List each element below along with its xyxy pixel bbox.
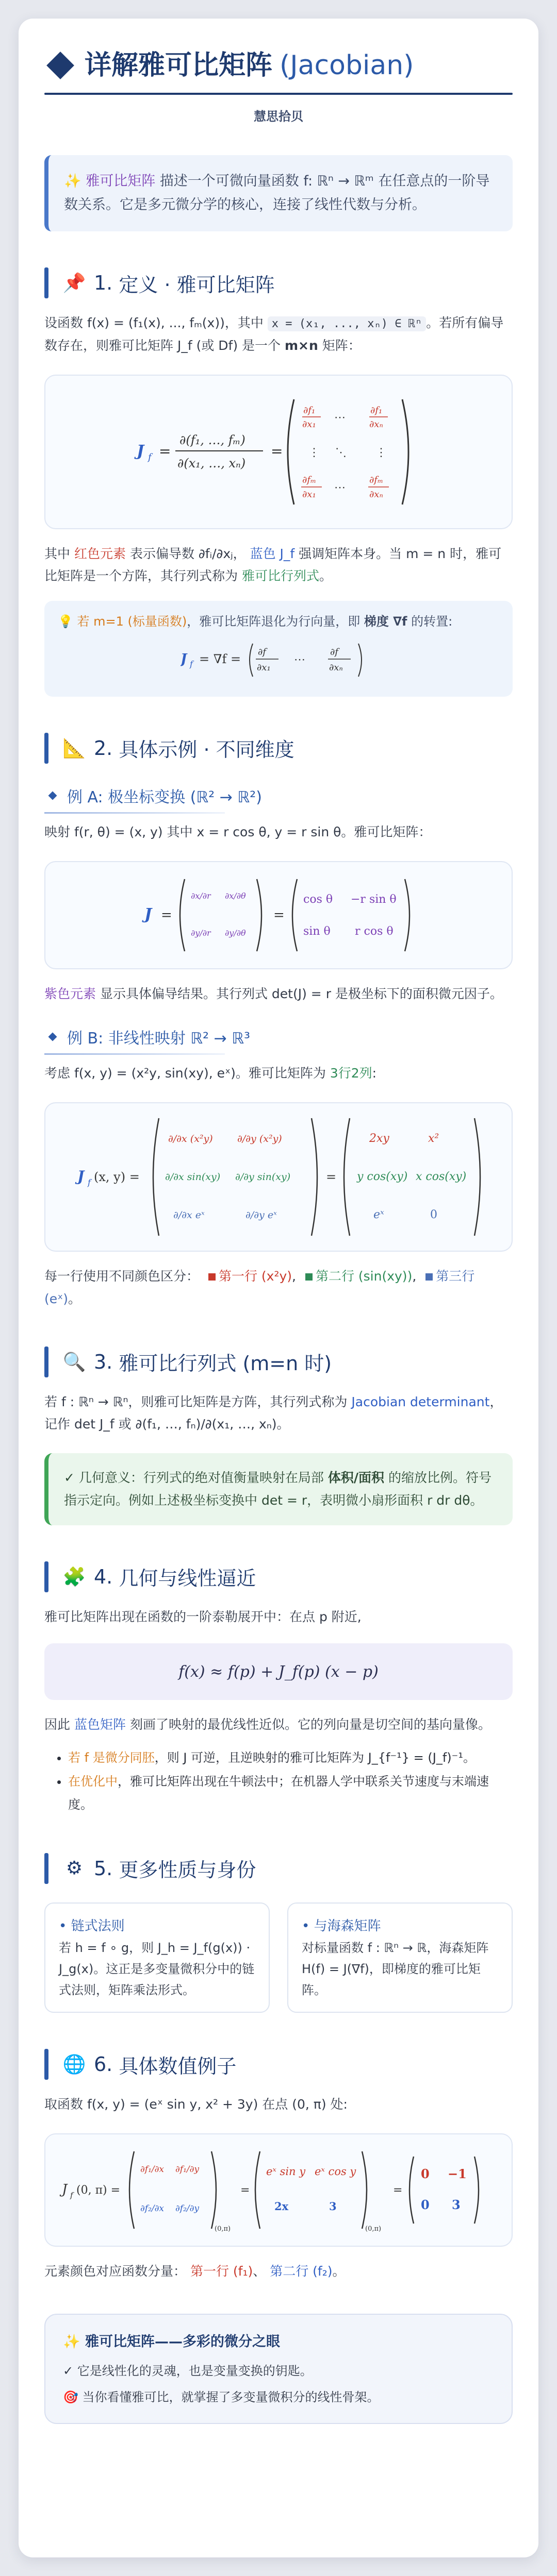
svg-text:J: J: [62, 2182, 68, 2198]
svg-text:∂y/∂θ: ∂y/∂θ: [225, 928, 246, 938]
jacobian-definition-formula: [44, 375, 513, 529]
intro-box: [44, 155, 513, 231]
svg-text:f: f: [190, 659, 193, 669]
section-2-heading: 📐 2. 具体示例 · 不同维度: [44, 733, 513, 764]
svg-text:=: =: [326, 1170, 337, 1185]
svg-text:∂x₁: ∂x₁: [302, 489, 316, 500]
list-item: • 在优化中，雅可比矩阵出现在牛顿法中；在机器人学中联系关节速度与末端速度。: [68, 1770, 513, 1817]
svg-text:∂f: ∂f: [258, 646, 266, 658]
svg-text:(0,π): (0,π): [365, 2225, 382, 2233]
summary-title: ✨ 雅可比矩阵——多彩的微分之眼: [63, 2333, 281, 2350]
svg-text:∂f₁/∂x: ∂f₁/∂x: [140, 2164, 165, 2175]
properties-grid: [44, 1902, 513, 2013]
list-item: • 若 f 是微分同胚，则 J 可逆，且逆映射的雅可比矩阵为 J_{f⁻¹} = (J_f)⁻¹。: [68, 1746, 513, 1770]
svg-text:sin θ: sin θ: [303, 924, 331, 938]
section-3-title: 雅可比行列式 (m=n 时): [119, 1352, 332, 1375]
svg-text:⋱: ⋱: [335, 446, 347, 459]
section-4-bullets: [44, 1746, 513, 1817]
svg-text:x²: x²: [428, 1132, 439, 1146]
svg-text:−r sin θ: −r sin θ: [351, 893, 397, 906]
section-5-heading: ⚙ 5. 更多性质与身份: [44, 1853, 513, 1884]
title-cn: 详解雅可比矩阵: [85, 50, 273, 81]
document-card: [19, 19, 538, 2557]
svg-text:3: 3: [452, 2197, 461, 2213]
sparkle-icon: ✨: [64, 173, 81, 190]
gradient-formula: [181, 638, 376, 680]
page-title: [44, 49, 513, 81]
svg-text:=: =: [240, 2184, 250, 2197]
svg-text:r cos θ: r cos θ: [355, 924, 394, 938]
diamond-bullet-icon: [48, 791, 57, 800]
legend-swatch-red: [208, 1273, 216, 1281]
puzzle-icon: 🧩: [62, 1566, 86, 1588]
gear-icon: ⚙: [65, 1858, 83, 1879]
svg-text:−1: −1: [448, 2166, 467, 2182]
section-5-title: 更多性质与身份: [119, 1859, 256, 1882]
target-icon: 🎯: [63, 2389, 78, 2404]
legend-swatch-green: [305, 1273, 313, 1281]
title-divider: [44, 93, 513, 95]
pin-icon: 📌: [62, 273, 86, 294]
svg-text:∂f₁/∂y: ∂f₁/∂y: [175, 2164, 200, 2175]
svg-text:∂fₘ: ∂fₘ: [369, 474, 384, 485]
section-1-heading: 📌 1. 定义 · 雅可比矩阵: [44, 267, 513, 298]
svg-text:0: 0: [421, 2197, 430, 2213]
svg-text:y cos(xy): y cos(xy): [357, 1170, 408, 1184]
svg-text:∂(x₁, …, xₙ): ∂(x₁, …, xₙ): [177, 456, 246, 470]
svg-text:⋯: ⋯: [334, 411, 346, 424]
section-4-text: 雅可比矩阵出现在函数的一阶泰勒展开中：在点 p 附近,: [44, 1609, 362, 1624]
svg-text:f: f: [70, 2191, 73, 2200]
lightbulb-icon: 💡: [58, 614, 73, 629]
example-b-legend: 每一行使用不同颜色区分： 第一行 (x²y), 第二行 (sin(xy)), 第三行 (eˣ)。: [44, 1269, 475, 1306]
section-2-title: 具体示例 · 不同维度: [119, 738, 294, 762]
svg-text:∂f₂/∂y: ∂f₂/∂y: [175, 2203, 200, 2214]
example-a-text: 映射 f(r, θ) = (x, y) 其中 x = r cos θ, y = r sin θ。雅可比矩阵：: [44, 824, 432, 839]
section-3-heading: 🔍 3. 雅可比行列式 (m=n 时): [44, 1346, 513, 1377]
svg-text:(0, π) =: (0, π) =: [76, 2184, 121, 2197]
svg-text:f: f: [88, 1177, 91, 1188]
svg-text:∂f: ∂f: [330, 646, 338, 658]
diamond-icon: [46, 52, 74, 79]
hessian-card: • 与海森矩阵 对标量函数 f : ℝⁿ → ℝ，海森矩阵 H(f) = J(∇f)，即梯度的雅可比矩阵。: [287, 1902, 513, 2013]
svg-text:∂x₁: ∂x₁: [302, 418, 316, 430]
svg-text:∂/∂x (x²y): ∂/∂x (x²y): [168, 1133, 213, 1145]
gradient-note: 💡 若 m=1 (标量函数)，雅可比矩阵退化为行向量，即 梯度 ∇f 的转置: J f = ∇f = ∂f ∂x₁ ⋯ ∂f ∂xₙ: [44, 601, 513, 697]
svg-text:J: J: [144, 905, 152, 923]
example-b-heading: 例 B: 非线性映射 ℝ² → ℝ³: [44, 1025, 513, 1048]
svg-text:∂f₂/∂x: ∂f₂/∂x: [140, 2203, 165, 2214]
svg-text:∂(f₁, …, fₘ): ∂(f₁, …, fₘ): [179, 432, 245, 447]
legend-swatch-blue: [425, 1273, 433, 1281]
svg-text:=: =: [273, 907, 285, 923]
svg-text:eˣ sin y: eˣ sin y: [266, 2165, 306, 2178]
svg-text:∂xₙ: ∂xₙ: [369, 489, 383, 500]
svg-text:eˣ: eˣ: [373, 1208, 384, 1222]
section-4-after: 因此 蓝色矩阵 刻画了映射的最优线性近似。它的列向量是切空间的基向量像。: [44, 1717, 491, 1732]
svg-text:∂/∂y sin(xy): ∂/∂y sin(xy): [235, 1171, 291, 1183]
svg-text:∂fₘ: ∂fₘ: [302, 474, 317, 485]
diamond-bullet-icon: [48, 1033, 57, 1041]
polar-jacobian-formula: [44, 861, 513, 969]
section-3-text: 若 f : ℝⁿ → ℝⁿ，则雅可比矩阵是方阵，其行列式称为 Jacobian determinant，记作 det J_f 或 ∂(f₁, …, fₙ)/∂(x₁, …, xₙ)。: [44, 1394, 503, 1432]
svg-text:∂/∂y (x²y): ∂/∂y (x²y): [237, 1133, 282, 1145]
section-1-title: 定义 · 雅可比矩阵: [119, 273, 275, 296]
example-a-note: 紫色元素 显示具体偏导结果。其行列式 det(J) = r 是极坐标下的面积微元因子。: [44, 986, 503, 1001]
globe-icon: 🌐: [62, 2054, 86, 2076]
svg-text:J: J: [77, 1168, 85, 1185]
svg-text:0: 0: [421, 2166, 430, 2182]
example-a-heading: 例 A: 极坐标变换 (ℝ² → ℝ²): [44, 784, 513, 807]
svg-text:⋮: ⋮: [308, 446, 320, 459]
svg-text:∂x₁: ∂x₁: [257, 662, 271, 673]
magnifier-icon: 🔍: [62, 1351, 86, 1373]
section-6-footnote: 元素颜色对应函数分量： 第一行 (f₁)、 第二行 (f₂)。: [44, 2264, 346, 2279]
nonlinear-jacobian-formula: [44, 1102, 513, 1252]
svg-text:2xy: 2xy: [369, 1132, 389, 1146]
svg-text:∂/∂x eˣ: ∂/∂x eˣ: [173, 1209, 205, 1221]
svg-text:3: 3: [329, 2200, 337, 2213]
triangle-ruler-icon: 📐: [62, 737, 86, 759]
svg-text:=: =: [161, 907, 172, 923]
svg-text:cos θ: cos θ: [303, 893, 333, 906]
numeric-jacobian-formula: [44, 2133, 513, 2247]
intro-text: 描述一个可微向量函数 f: ℝⁿ → ℝᵐ 在任意点的一阶导数关系。它是多元微分学的核心，连接了线性代数与分析。: [64, 173, 490, 213]
svg-text:∂/∂y eˣ: ∂/∂y eˣ: [245, 1209, 277, 1221]
svg-text:=: =: [271, 442, 283, 460]
title-en: (Jacobian): [280, 50, 414, 81]
svg-text:∂y/∂r: ∂y/∂r: [191, 928, 211, 938]
section-6-title: 具体数值例子: [119, 2055, 237, 2078]
section-1-explanation: 其中 红色元素 表示偏导数 ∂fᵢ/∂xⱼ， 蓝色 J_f 强调矩阵本身。当 m = n 时，雅可比矩阵是一个方阵，其行列式称为 雅可比行列式。: [44, 546, 502, 584]
intro-keyword: 雅可比矩阵: [86, 173, 156, 190]
svg-text:(0,π): (0,π): [215, 2225, 231, 2233]
section-4-heading: 🧩 4. 几何与线性逼近: [44, 1561, 513, 1592]
svg-text:eˣ cos y: eˣ cos y: [315, 2165, 356, 2178]
svg-text:=: =: [159, 442, 171, 460]
section-1-intro: 设函数 f(x) = (f₁(x), ..., fₘ(x))，其中 x = (x₁, ..., xₙ) ∈ ℝⁿ 。若所有偏导数存在，则雅可比矩阵 J_f (或 Df) 是一个 m×n 矩阵：: [44, 315, 504, 353]
author: 慧思拾贝: [254, 109, 303, 124]
svg-text:⋯: ⋯: [294, 653, 305, 666]
section-6-text: 取函数 f(x, y) = (eˣ sin y, x² + 3y) 在点 (0, π) 处:: [44, 2097, 348, 2112]
svg-text:(x, y) =: (x, y) =: [94, 1170, 140, 1185]
taylor-formula: f(x) ≈ f(p) + J_f(p) (x − p): [44, 1643, 513, 1700]
svg-text:2x: 2x: [274, 2200, 289, 2213]
svg-text:J: J: [181, 651, 187, 667]
chain-rule-card: • 链式法则 若 h = f ∘ g，则 J_h = J_f(g(x)) · J_g(x)。这正是多变量微积分中的链式法则，矩阵乘法形式。: [44, 1902, 270, 2013]
svg-text:= ∇f =: = ∇f =: [199, 651, 241, 666]
svg-text:∂/∂x sin(xy): ∂/∂x sin(xy): [165, 1171, 221, 1183]
svg-text:⋮: ⋮: [375, 446, 387, 459]
svg-text:∂xₙ: ∂xₙ: [329, 662, 343, 673]
svg-text:⋯: ⋯: [334, 481, 346, 494]
svg-text:∂x/∂θ: ∂x/∂θ: [225, 890, 246, 901]
svg-text:=: =: [393, 2184, 403, 2197]
summary-line-2: 🎯 当你看懂雅可比，就掌握了多变量微积分的线性骨架。: [63, 2389, 380, 2404]
summary-box: [44, 2314, 513, 2425]
summary-line-1: ✓ 它是线性化的灵魂，也是变量变换的钥匙。: [63, 2363, 313, 2378]
svg-text:∂xₙ: ∂xₙ: [369, 418, 383, 430]
svg-text:f: f: [148, 451, 152, 463]
svg-text:∂f₁: ∂f₁: [370, 405, 383, 416]
svg-text:0: 0: [430, 1208, 437, 1222]
svg-text:x cos(xy): x cos(xy): [416, 1170, 467, 1184]
section-6-heading: 🌐 6. 具体数值例子: [44, 2049, 513, 2080]
section-4-title: 几何与线性逼近: [119, 1567, 256, 1590]
x-definition-code: x = (x₁, ..., xₙ) ∈ ℝⁿ: [268, 316, 426, 331]
svg-text:∂f₁: ∂f₁: [303, 405, 316, 416]
geometric-meaning-box: ✓ 几何意义：行列式的绝对值衡量映射在局部 体积/面积 的缩放比例。符号指示定向。例如上述极坐标变换中 det = r，表明微小扇形面积 r dr dθ。: [44, 1453, 513, 1525]
sparkle-icon: ✨: [63, 2333, 80, 2350]
svg-text:∂x/∂r: ∂x/∂r: [191, 890, 211, 901]
svg-text:J: J: [137, 442, 144, 460]
example-b-text: 考虑 f(x, y) = (x²y, sin(xy), eˣ)。雅可比矩阵为 3行2列:: [44, 1066, 377, 1081]
